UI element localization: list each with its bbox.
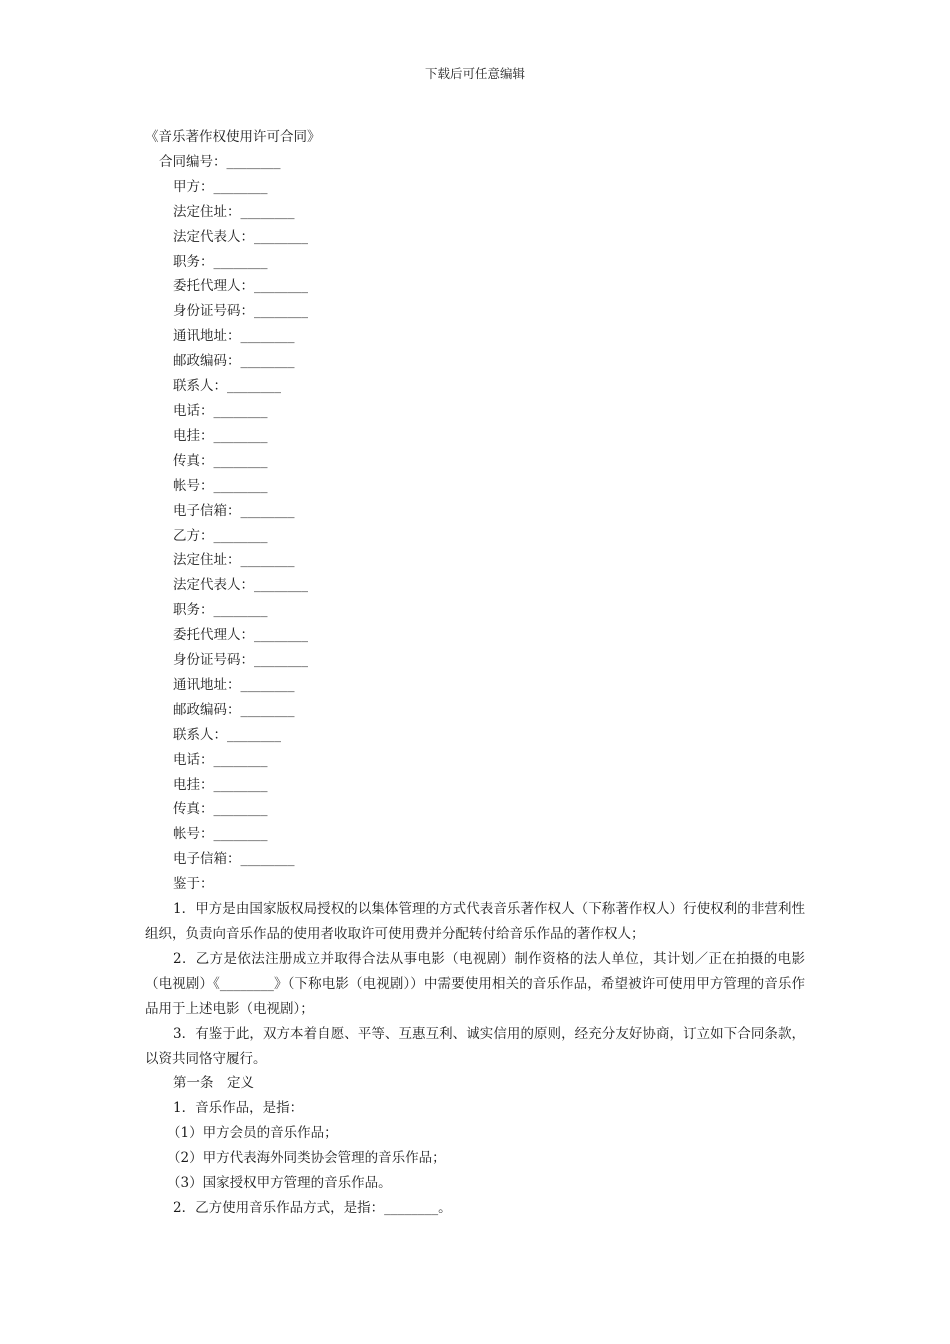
party-a-representative-field: 法定代表人：________ [173,228,308,245]
party-a-phone-field: 电话：________ [173,402,268,419]
contract-title: 《音乐著作权使用许可合同》 [145,129,321,145]
party-b-address-field: 法定住址：________ [173,552,295,569]
article-1-subitem-2: （2）甲方代表海外同类协会管理的音乐作品； [167,1150,446,1167]
article-1-item-1: 1．音乐作品，是指： [173,1100,304,1117]
contract-number-field: 合同编号：________ [159,153,281,170]
whereas-clause-1: 1．甲方是由国家版权局授权的以集体管理的方式代表音乐著作权人（下称著作权人）行使权利的非营利性组织，负责向音乐作品的使用者收取许可使用费并分配转付给音乐作品的著作权人； [145,901,805,942]
article-1-subitem-3: （3）国家授权甲方管理的音乐作品。 [167,1175,392,1192]
contract-document [145,125,805,1221]
party-a-position-field: 职务：________ [173,253,268,270]
whereas-clause-2: 2．乙方是依法注册成立并取得合法从事电影（电视剧）制作资格的法人单位，其计划／正在拍摄的电影（电视剧）《________》（下称电影（电视剧））中需要使用相关的音乐作品，希望被许可使用甲方管理的音乐作品用于上述电影（电视剧）； [145,950,805,1017]
party-a-cable-field: 电挂：________ [173,427,268,444]
article-1-heading: 第一条 定义 [173,1075,254,1092]
party-a-postcode-field: 邮政编码：________ [173,353,295,370]
party-a-field: 甲方：________ [173,178,268,195]
party-b-position-field: 职务：________ [173,602,268,619]
party-b-phone-field: 电话：________ [173,751,268,768]
party-a-address-field: 法定住址：________ [173,203,295,220]
party-b-contact-field: 联系人：________ [173,726,281,743]
whereas-clause-3: 3．有鉴于此，双方本着自愿、平等、互惠互利、诚实信用的原则，经充分友好协商，订立如下合同条款，以资共同恪守履行。 [145,1025,805,1067]
article-1-item-2: 2．乙方使用音乐作品方式，是指：________。 [173,1199,452,1216]
party-a-fax-field: 传真：________ [173,452,268,469]
party-a-account-field: 帐号：________ [173,477,268,494]
party-b-fax-field: 传真：________ [173,801,268,818]
party-b-agent-field: 委托代理人：________ [173,627,308,644]
party-b-field: 乙方：________ [173,527,268,544]
party-b-email-field: 电子信箱：________ [173,851,295,868]
header-note: 下载后可任意编辑 [424,66,525,81]
article-1-subitem-1: （1）甲方会员的音乐作品； [167,1125,338,1142]
party-b-representative-field: 法定代表人：________ [173,577,308,594]
party-b-account-field: 帐号：________ [173,826,268,843]
whereas-label: 鉴于： [173,876,214,893]
party-b-postcode-field: 邮政编码：________ [173,701,295,718]
party-a-agent-field: 委托代理人：________ [173,278,308,295]
party-a-id-field: 身份证号码：________ [173,303,308,320]
party-b-cable-field: 电挂：________ [173,776,268,793]
party-b-mailing-address-field: 通讯地址：________ [173,676,295,693]
party-a-mailing-address-field: 通讯地址：________ [173,328,295,345]
party-a-email-field: 电子信箱：________ [173,502,295,519]
party-b-id-field: 身份证号码：________ [173,652,308,669]
party-a-contact-field: 联系人：________ [173,378,281,395]
